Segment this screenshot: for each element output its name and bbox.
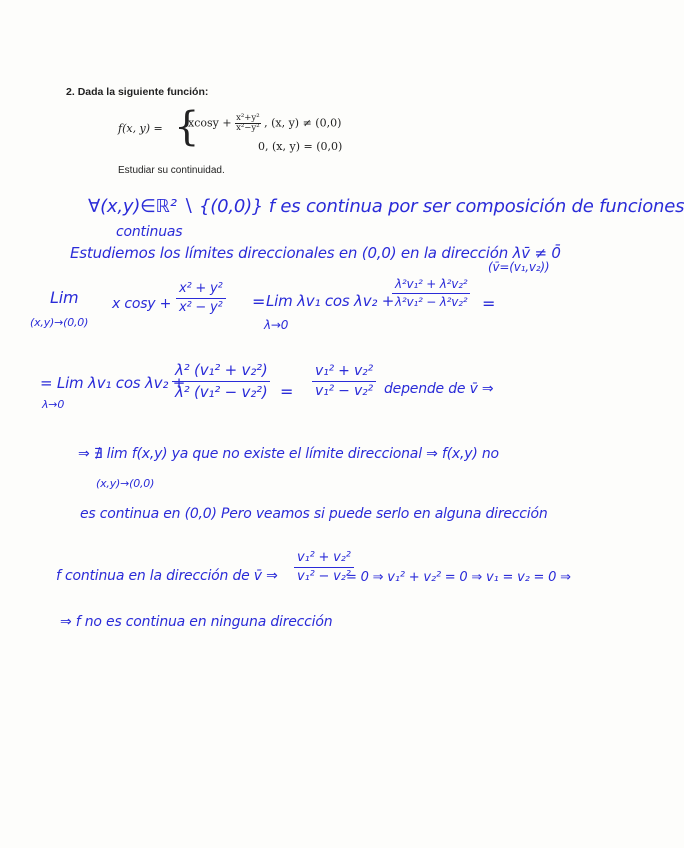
handwritten-line-continuas: continuas: [116, 224, 183, 240]
instruction-text: Estudiar su continuidad.: [118, 165, 225, 176]
equals-sign-3: =: [280, 382, 294, 401]
case-one-fraction: [235, 114, 261, 133]
limit-fraction-2: [392, 278, 470, 310]
fraction-denominator: λ²v₁² − λ²v₂²: [395, 295, 468, 310]
limit-subscript-2: λ→0: [264, 318, 289, 332]
direction-conclusion: = 0 ⇒ v₁² + v₂² = 0 ⇒ v₁ = v₂ = 0 ⇒: [346, 570, 571, 585]
case-one-denominator: x²−y²: [236, 122, 260, 133]
case-one-condition: , (x, y) ≠ (0,0): [264, 116, 342, 130]
no-limit-subscript: (x,y)→(0,0): [96, 477, 155, 490]
equals-sign-2: =: [482, 294, 496, 313]
limit-fraction-4: [312, 364, 376, 400]
fraction-denominator: x² − y²: [179, 300, 223, 316]
direction-fraction: [294, 551, 354, 585]
problem-number: 2.: [66, 86, 75, 98]
fraction-numerator: λ²v₁² + λ²v₂²: [392, 278, 470, 294]
handwritten-line-continuity: ∀(x,y)∈ℝ² ∖ {(0,0)} f es continua por ser composición de funciones: [88, 196, 684, 217]
fraction-numerator: x² + y²: [176, 282, 226, 299]
not-continuous-statement: es continua en (0,0) Pero veamos si puede serlo en alguna dirección: [80, 506, 548, 522]
limit-fraction-3: [172, 362, 270, 401]
fraction-numerator: λ² (v₁² + v₂²): [172, 362, 270, 382]
fraction-denominator: v₁² − v₂²: [315, 383, 373, 400]
case-one-term: xcosy +: [188, 116, 232, 130]
fraction-numerator: v₁² + v₂²: [312, 364, 376, 382]
limit-expression-2: Lim λv₁ cos λv₂ +: [266, 292, 395, 310]
handwritten-line-directional: Estudiemos los límites direccionales en (0,0) en la dirección λv̄ ≠ 0̄: [70, 244, 561, 262]
case-two: 0, (x, y) = (0,0): [258, 140, 343, 153]
handwritten-vector-def: (v̄=(v₁,v₂)): [488, 260, 550, 274]
problem-heading: [66, 86, 208, 98]
limit-symbol-1: Lim: [50, 288, 79, 307]
fraction-denominator: λ² (v₁² − v₂²): [175, 382, 268, 401]
case-one-numerator: x²+y²: [236, 113, 260, 123]
limit-subscript-3: λ→0: [42, 398, 65, 411]
no-limit-statement: ⇒ ∄ lim f(x,y) ya que no existe el límite direccional ⇒ f(x,y) no: [78, 446, 499, 462]
problem-intro: Dada la siguiente función:: [77, 86, 209, 98]
fraction-denominator: v₁² − v₂²: [297, 569, 351, 585]
case-one: [188, 114, 341, 133]
fraction-numerator: v₁² + v₂²: [294, 551, 354, 568]
equals-sign-1: =: [252, 292, 266, 311]
limit-expression-1: x cosy +: [112, 296, 172, 312]
cases-brace: {: [174, 104, 200, 150]
function-definition: [118, 104, 378, 162]
limit-subscript-1: (x,y)→(0,0): [30, 316, 89, 329]
limit-expression-3: = Lim λv₁ cos λv₂ +: [40, 374, 186, 392]
final-conclusion: ⇒ f no es continua en ninguna dirección: [60, 614, 333, 630]
depends-on-v-text: depende de v̄ ⇒: [384, 381, 494, 397]
function-lhs: f(x, y) =: [118, 122, 163, 135]
limit-fraction-1: [176, 282, 226, 316]
direction-continuity-statement: f continua en la dirección de v̄ ⇒: [56, 568, 278, 584]
